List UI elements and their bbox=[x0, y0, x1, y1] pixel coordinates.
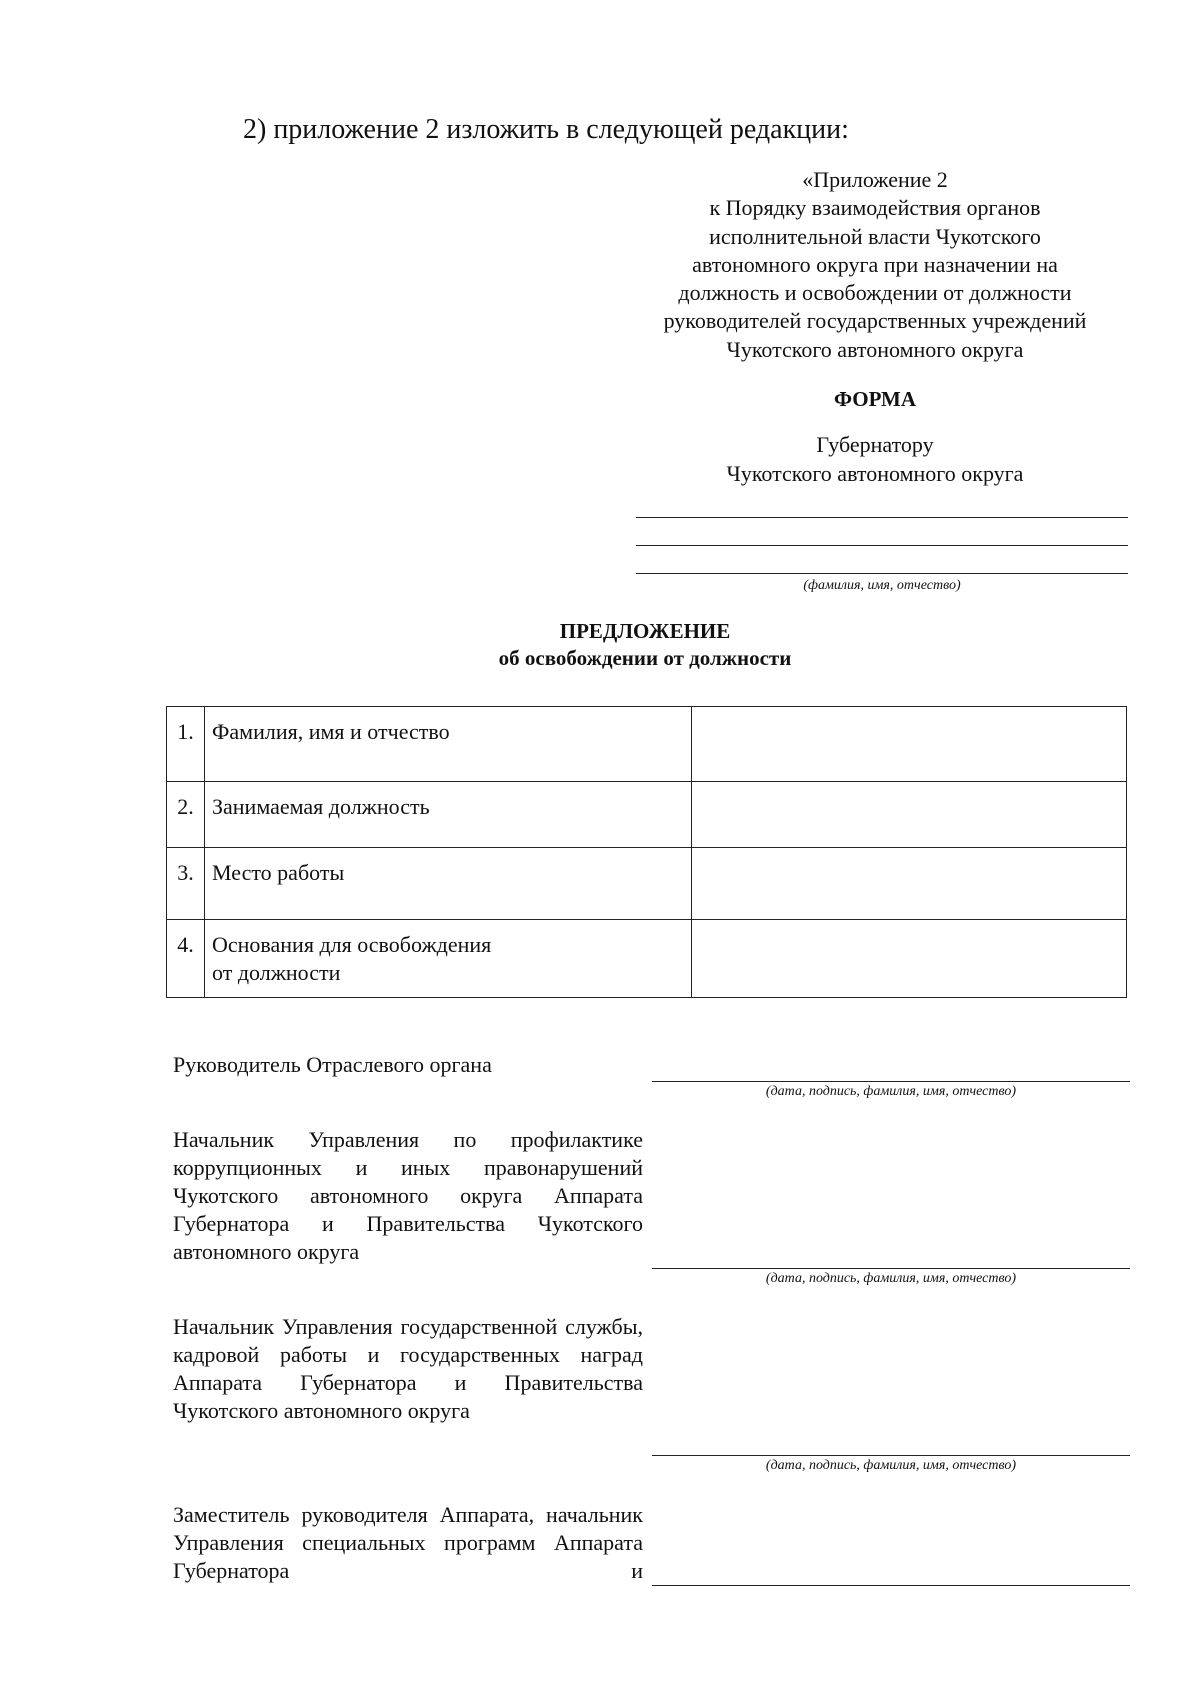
table-row bbox=[167, 920, 1127, 998]
addressee-name-line-1 bbox=[636, 517, 1128, 518]
row-value-cell[interactable] bbox=[692, 707, 1127, 782]
row-number: 4. bbox=[167, 920, 205, 998]
info-table bbox=[166, 706, 1127, 998]
appendix-line: должность и освобождении от должности bbox=[678, 280, 1072, 306]
row-value-cell[interactable] bbox=[692, 782, 1127, 848]
document-title bbox=[400, 618, 890, 672]
row-value-cell[interactable] bbox=[692, 848, 1127, 920]
row-number: 2. bbox=[167, 782, 205, 848]
intro-text: 2) приложение 2 изложить в следующей редакции: bbox=[243, 114, 849, 145]
document-title-sub: об освобождении от должности bbox=[498, 646, 792, 670]
addressee-block bbox=[630, 431, 1120, 488]
signature-caption: (дата, подпись, фамилия, имя, отчество) bbox=[765, 1271, 1017, 1286]
row-label: Место работы bbox=[205, 848, 692, 920]
appendix-line: исполнительной власти Чукотского bbox=[709, 223, 1041, 249]
addressee-line-1: Губернатору bbox=[816, 432, 934, 457]
appendix-line: к Порядку взаимодействия органов bbox=[709, 195, 1041, 221]
addressee-name-caption: (фамилия, имя, отчество) bbox=[803, 578, 961, 593]
row-label: Основания для освобождения от должности bbox=[205, 920, 692, 998]
signature-line[interactable] bbox=[652, 1455, 1130, 1456]
appendix-line: Чукотского автономного округа bbox=[726, 336, 1024, 362]
addressee-name-line-2 bbox=[636, 545, 1128, 546]
row-label: Занимаемая должность bbox=[205, 782, 692, 848]
signer-role: Начальник Управления по профилактике коррупционных и иных правонарушений Чукотского автономного округа Аппарата Губернатора и Правительства Чукотского автономного округа bbox=[173, 1127, 643, 1264]
row-number: 3. bbox=[167, 848, 205, 920]
signer-role: Начальник Управления государственной службы, кадровой работы и государственных наград Аппарата Губернатора и Правительства Чукотского автономного округа bbox=[173, 1314, 643, 1423]
appendix-header bbox=[630, 166, 1120, 364]
addressee-name-line-3 bbox=[636, 573, 1128, 574]
signature-caption: (дата, подпись, фамилия, имя, отчество) bbox=[765, 1458, 1017, 1473]
signature-caption: (дата, подпись, фамилия, имя, отчество) bbox=[765, 1084, 1017, 1099]
signer-role: Руководитель Отраслевого органа bbox=[173, 1052, 492, 1077]
row-label: Фамилия, имя и отчество bbox=[205, 707, 692, 782]
table-row bbox=[167, 782, 1127, 848]
table-row bbox=[167, 707, 1127, 782]
appendix-line: «Приложение 2 bbox=[802, 167, 948, 192]
row-number: 1. bbox=[167, 707, 205, 782]
form-label: ФОРМА bbox=[833, 387, 917, 411]
document-title-main: ПРЕДЛОЖЕНИЕ bbox=[559, 619, 731, 643]
signature-line[interactable] bbox=[652, 1585, 1130, 1586]
addressee-line-2: Чукотского автономного округа bbox=[726, 460, 1024, 486]
row-value-cell[interactable] bbox=[692, 920, 1127, 998]
signature-line[interactable] bbox=[652, 1268, 1130, 1269]
signature-line[interactable] bbox=[652, 1081, 1130, 1082]
signer-role: Заместитель руководителя Аппарата, начальник Управления специальных программ Аппарата Губернатора и bbox=[173, 1502, 643, 1583]
appendix-line: руководителей государственных учреждений bbox=[663, 308, 1087, 334]
appendix-line: автономного округа при назначении на bbox=[692, 251, 1058, 277]
table-row bbox=[167, 848, 1127, 920]
